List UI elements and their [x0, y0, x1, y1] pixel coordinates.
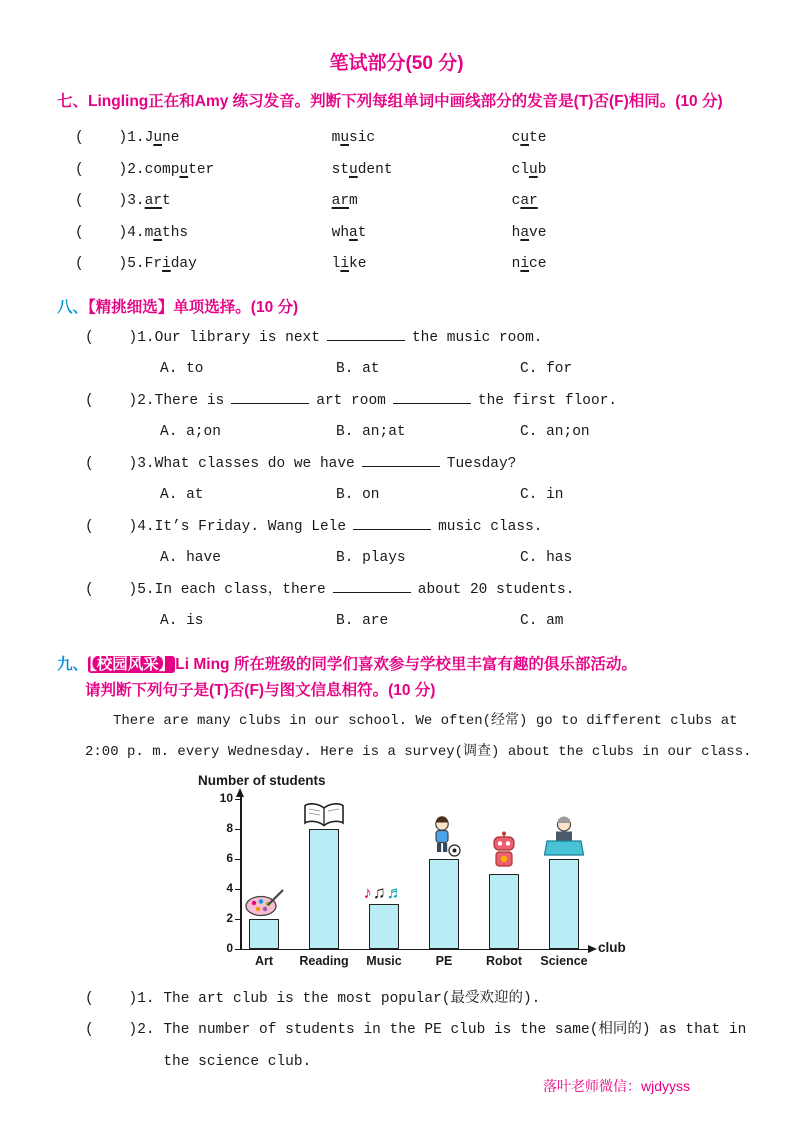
option: B. plays — [336, 550, 406, 566]
underlined-letters: u — [349, 161, 358, 178]
x-axis-arrow-icon — [588, 945, 597, 953]
section7-heading — [57, 89, 753, 115]
underlined-letters: a — [153, 224, 163, 241]
answer-blank — [353, 514, 431, 530]
bar-reading — [309, 829, 339, 949]
scientist-icon — [540, 816, 588, 858]
option: B. on — [336, 487, 380, 503]
x-axis-label: club — [598, 939, 626, 955]
pronunciation-exercise — [0, 123, 793, 281]
passage-line: 2:00 p. m. every Wednesday. Here is a survey(调查) about the clubs in our class. — [85, 744, 752, 760]
section7-title: Lingling正在和Amy 练习发音。判断下列每组单词中画线部分的发音是(T)否(F)相同。(10 分) — [88, 93, 723, 110]
question-stem: ( )5.In each class，there about 20 students. — [85, 575, 793, 607]
question-number: 2. — [137, 392, 155, 409]
y-tick-mark — [235, 859, 240, 861]
underlined-letters: a — [520, 224, 530, 241]
option: A. a;on — [160, 424, 221, 440]
question-number: 4. — [137, 518, 155, 535]
book-icon — [300, 802, 348, 828]
mc-question — [0, 575, 793, 638]
section8-heading — [57, 295, 753, 321]
answer-blank — [327, 325, 405, 341]
category-label: PE — [435, 953, 453, 968]
option: B. are — [336, 613, 389, 629]
row-number: 4. — [127, 224, 145, 241]
option: C. in — [520, 487, 564, 503]
word: Friday — [144, 256, 197, 272]
true-false-questions — [0, 984, 793, 1079]
palette-icon — [240, 888, 288, 918]
question-text: the science club. — [163, 1053, 312, 1070]
pronunciation-row — [75, 249, 793, 281]
bar-art — [249, 919, 279, 949]
answer-bracket: ( ) — [75, 161, 128, 178]
music-notes-icon: ♪♫♬ — [363, 882, 405, 902]
options-row — [160, 354, 793, 386]
row-number: 2. — [127, 161, 145, 178]
word: arm — [331, 193, 358, 209]
x-axis — [240, 949, 588, 951]
underlined-letters: ar — [144, 193, 163, 209]
bar-music — [369, 904, 399, 949]
word: like — [331, 256, 367, 272]
answer-bracket: ( )2. — [85, 1022, 164, 1038]
underlined-letters: u — [340, 130, 350, 146]
section7-number: 七、 — [57, 93, 89, 110]
y-tick-label: 0 — [226, 940, 233, 955]
option: A. is — [160, 613, 204, 629]
answer-bracket: ( ) — [75, 193, 128, 209]
page-title: 笔试部分(50 分) — [329, 53, 464, 74]
question-number: 1. — [137, 329, 155, 346]
robot-icon — [480, 831, 528, 873]
options-row — [160, 480, 793, 512]
pronunciation-row — [75, 123, 793, 155]
options-row — [160, 606, 793, 638]
underlined-letters: ar — [520, 193, 538, 209]
question-stem: ( )2.There is art room the first floor. — [85, 386, 793, 418]
section9-title-line1: Li Ming 所在班级的同学们喜欢参与学校里丰富有趣的俱乐部活动。 — [175, 655, 637, 673]
underlined-letters: u — [529, 161, 538, 178]
y-tick-label: 6 — [226, 850, 233, 865]
y-tick-mark — [235, 919, 240, 921]
question-stem: ( )3.What classes do we have Tuesday? — [85, 449, 793, 481]
answer-bracket: ( ) — [85, 455, 138, 472]
passage-line: There are many clubs in our school. We often(经常) go to different clubs at — [113, 712, 738, 729]
question-stem: ( )4.It’s Friday. Wang Lele music class. — [85, 512, 793, 544]
underlined-letters: i — [520, 256, 530, 272]
answer-blank — [333, 577, 411, 593]
y-tick-label: 10 — [219, 790, 233, 805]
football-boy-icon — [420, 816, 468, 858]
y-tick-mark — [235, 799, 240, 801]
y-tick-mark — [235, 829, 240, 831]
options-row — [160, 543, 793, 575]
question-number: 5. — [137, 581, 155, 598]
word: music — [331, 130, 376, 146]
question-text: The art club is the most popular(最受欢迎的). — [163, 990, 541, 1007]
category-label: Science — [540, 953, 588, 968]
chart-title: Number of students — [198, 772, 326, 788]
mc-question — [0, 512, 793, 575]
answer-bracket: ( )1. — [85, 990, 164, 1007]
y-axis-arrow-icon — [236, 788, 244, 797]
category-label: Robot — [485, 953, 523, 968]
option: C. an;on — [520, 424, 590, 440]
answer-blank — [393, 388, 471, 404]
page-footer: 落叶老师微信：wjdyyss — [542, 1078, 690, 1094]
y-tick-label: 8 — [226, 820, 233, 835]
y-tick-mark — [235, 949, 240, 951]
options-row — [160, 417, 793, 449]
tf-question — [85, 1015, 793, 1078]
word: cute — [511, 130, 547, 146]
option: A. to — [160, 361, 204, 377]
option: C. has — [520, 550, 573, 566]
underlined-letters: i — [340, 256, 350, 272]
answer-blank — [231, 388, 309, 404]
underlined-letters: ar — [331, 193, 350, 209]
question-text: The number of students in the PE club is the same(相同的) as that in — [163, 1022, 747, 1038]
word: have — [511, 224, 547, 241]
category-label: Reading — [299, 953, 349, 968]
row-number: 5. — [127, 256, 145, 272]
y-axis — [240, 797, 242, 949]
word: club — [511, 161, 547, 178]
word: June — [144, 130, 180, 146]
option: C. am — [520, 613, 564, 629]
mc-question — [0, 323, 793, 386]
question-number: 3. — [137, 455, 155, 472]
tf-question — [85, 984, 793, 1016]
option: A. at — [160, 487, 204, 503]
underlined-letters: u — [179, 161, 189, 178]
underlined-letters: u — [520, 130, 530, 146]
category-label: Art — [254, 953, 274, 968]
underlined-letters: a — [349, 224, 358, 241]
answer-bracket: ( ) — [85, 329, 138, 346]
clubs-bar-chart — [198, 773, 738, 978]
y-tick-label: 2 — [226, 910, 233, 925]
word: maths — [144, 224, 189, 241]
pronunciation-row — [75, 218, 793, 250]
bar-robot — [489, 874, 519, 949]
section9-number: 九、 — [57, 655, 89, 673]
section9-tag: 【校园风采】 — [89, 655, 175, 673]
y-tick-label: 4 — [226, 880, 233, 895]
option: A. have — [160, 550, 221, 566]
option: B. an;at — [336, 424, 406, 440]
bar-science — [549, 859, 579, 949]
answer-bracket: ( ) — [85, 392, 138, 409]
mc-question — [0, 386, 793, 449]
row-number: 1. — [127, 130, 145, 146]
word: what — [331, 224, 367, 241]
underlined-letters: u — [153, 130, 163, 146]
answer-bracket: ( ) — [75, 224, 128, 241]
pronunciation-row — [75, 186, 793, 218]
category-label: Music — [366, 953, 402, 968]
word: art — [144, 193, 171, 209]
section8-tag: 【精挑细选】 — [88, 298, 174, 316]
answer-bracket: ( ) — [75, 256, 128, 272]
answer-blank — [362, 451, 440, 467]
question-stem: ( )1.Our library is next the music room. — [85, 323, 793, 355]
answer-bracket: ( ) — [85, 518, 138, 535]
answer-bracket: ( ) — [85, 581, 138, 598]
reading-passage — [85, 706, 753, 769]
option: B. at — [336, 361, 380, 377]
section8-title: 单项选择。(10 分) — [173, 298, 299, 316]
word: student — [331, 161, 393, 178]
word: computer — [144, 161, 215, 178]
section9-title-line2: 请判断下列句子是(T)否(F)与图文信息相符。(10 分) — [85, 681, 436, 699]
pronunciation-row — [75, 155, 793, 187]
word: nice — [511, 256, 547, 272]
multiple-choice-exercise — [0, 323, 793, 638]
word: car — [511, 193, 538, 209]
option: C. for — [520, 361, 573, 377]
bar-pe — [429, 859, 459, 949]
section9-heading — [57, 652, 753, 704]
mc-question — [0, 449, 793, 512]
underlined-letters: i — [162, 256, 171, 272]
section8-number: 八、 — [57, 298, 89, 316]
answer-bracket: ( ) — [75, 130, 128, 146]
row-number: 3. — [127, 193, 145, 209]
